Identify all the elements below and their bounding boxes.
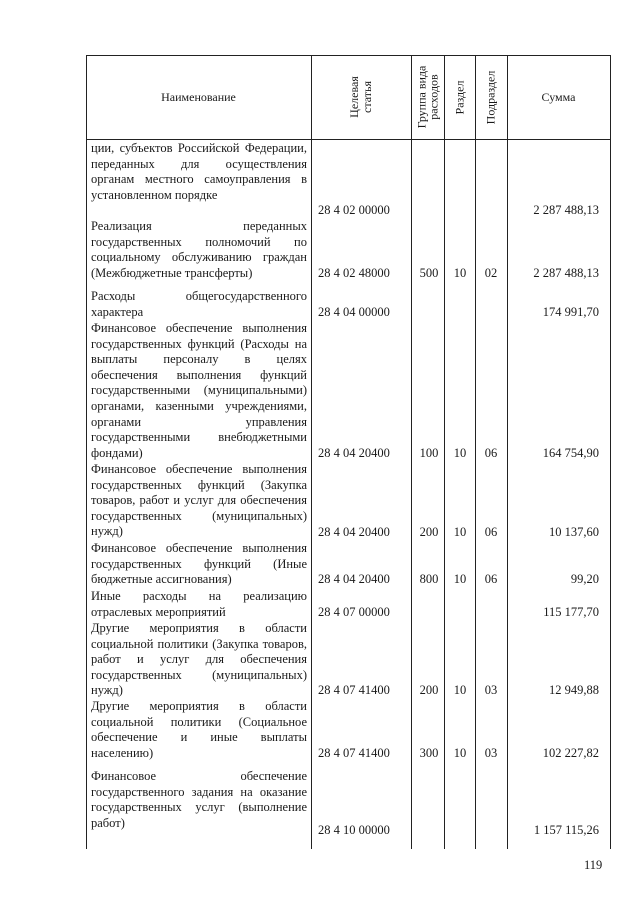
row-sum: 115 177,70 xyxy=(543,605,599,619)
row-expense-group: 500 xyxy=(419,266,439,280)
row-target-code: 28 4 02 48000 xyxy=(318,266,390,280)
row-target-code: 28 4 07 41400 xyxy=(318,683,390,697)
column-divider xyxy=(411,55,412,849)
column-divider xyxy=(475,55,476,849)
header-group: Группа вида расходов xyxy=(414,65,441,129)
row-sum: 164 754,90 xyxy=(542,446,599,460)
row-target-code: 28 4 04 20400 xyxy=(318,446,390,460)
row-target-code: 28 4 04 20400 xyxy=(318,525,390,539)
header-name: Наименование xyxy=(161,89,236,104)
row-name: Финансовое обеспечение выполнения государственных функций (Закупка товаров, работ и услуг для обеспечения государственных (муниципальных) нужд) xyxy=(91,462,307,539)
row-expense-group: 200 xyxy=(419,683,439,697)
budget-table xyxy=(86,55,611,849)
row-subsection: 02 xyxy=(484,266,498,280)
row-expense-group: 100 xyxy=(419,446,439,460)
row-name: Финансовое обеспечение выполнения государственных функций (Иные бюджетные ассигнования) xyxy=(91,541,307,587)
column-divider xyxy=(311,55,312,849)
row-name: Финансовое обеспечение выполнения государственных функций (Расходы на выплаты персоналу в целях обеспечения выполнения функций государственными (муниципальными) органами, казенными учреждениями, органами управления государственными внебюджетными фондами) xyxy=(91,321,307,460)
row-sum: 1 157 115,26 xyxy=(533,823,599,837)
row-expense-group: 300 xyxy=(419,746,439,760)
table-border-left xyxy=(86,55,87,849)
row-sum: 99,20 xyxy=(570,572,599,586)
row-target-code: 28 4 04 20400 xyxy=(318,572,390,586)
row-subsection: 03 xyxy=(484,683,498,697)
header-sum: Сумма xyxy=(541,89,576,104)
row-sum: 2 287 488,13 xyxy=(533,266,599,280)
row-name: Другие мероприятия в области социальной политики (Социальное обеспечение и иные выплаты населению) xyxy=(91,699,307,760)
row-section: 10 xyxy=(453,746,467,760)
row-target-code: 28 4 02 00000 xyxy=(318,203,390,217)
row-name: Расходы общегосударственного характера xyxy=(91,289,307,319)
row-section: 10 xyxy=(453,572,467,586)
row-sum: 10 137,60 xyxy=(549,525,599,539)
row-sum: 12 949,88 xyxy=(549,683,599,697)
row-section: 10 xyxy=(453,683,467,697)
row-subsection: 06 xyxy=(484,446,498,460)
row-expense-group: 800 xyxy=(419,572,439,586)
header-section: Раздел xyxy=(452,80,467,114)
row-section: 10 xyxy=(453,266,467,280)
row-section: 10 xyxy=(453,446,467,460)
row-target-code: 28 4 07 00000 xyxy=(318,605,390,619)
row-sum: 174 991,70 xyxy=(542,305,599,319)
row-subsection: 06 xyxy=(484,525,498,539)
row-target-code: 28 4 07 41400 xyxy=(318,746,390,760)
row-name: Финансовое обеспечение государственного задания на оказание государственных услуг (выполнение работ) xyxy=(91,769,307,830)
header-subsection: Подраздел xyxy=(483,70,498,124)
row-name: Иные расходы на реализацию отраслевых мероприятий xyxy=(91,589,307,619)
row-sum: 102 227,82 xyxy=(542,746,599,760)
header-divider xyxy=(86,139,611,140)
row-name: Реализация переданных государственных полномочий по социальному обслуживанию граждан (Межбюджетные трансферты) xyxy=(91,219,307,280)
row-expense-group: 200 xyxy=(419,525,439,539)
row-subsection: 03 xyxy=(484,746,498,760)
page-number: 119 xyxy=(584,858,603,872)
row-name: Другие мероприятия в области социальной политики (Закупка товаров, работ и услуг для обеспечения государственных (муниципальных) нужд) xyxy=(91,621,307,698)
row-sum: 2 287 488,13 xyxy=(533,203,599,217)
row-subsection: 06 xyxy=(484,572,498,586)
row-section: 10 xyxy=(453,525,467,539)
column-divider xyxy=(507,55,508,849)
row-target-code: 28 4 10 00000 xyxy=(318,823,390,837)
row-target-code: 28 4 04 00000 xyxy=(318,305,390,319)
column-divider xyxy=(444,55,445,849)
header-target: Целевая статья xyxy=(346,76,374,118)
table-border-right xyxy=(610,55,611,849)
row-name: ции, субъектов Российской Федерации, переданных для осуществления органам местного самоуправления в установленном порядке xyxy=(91,141,307,202)
